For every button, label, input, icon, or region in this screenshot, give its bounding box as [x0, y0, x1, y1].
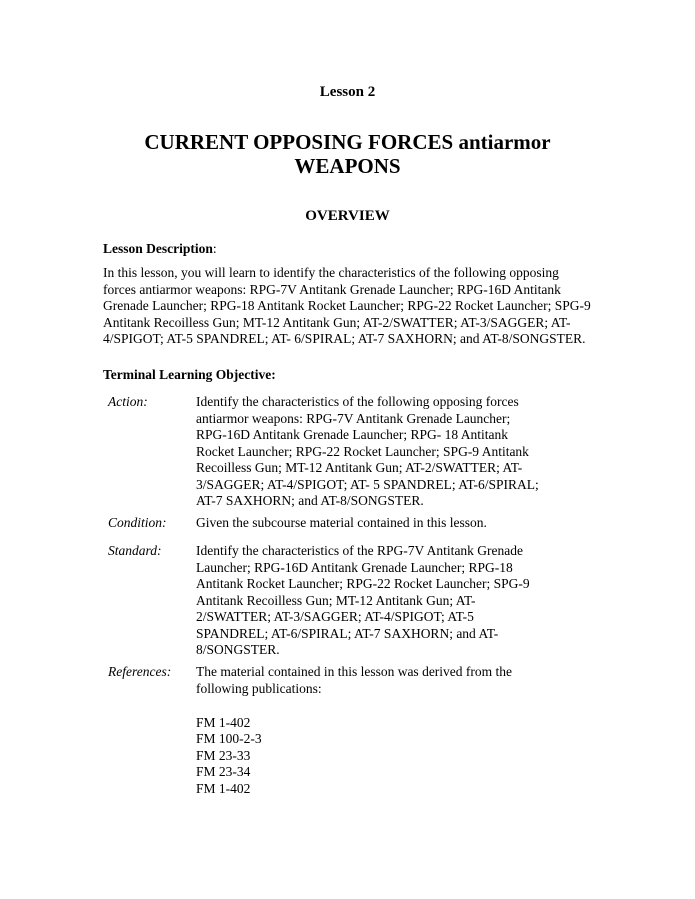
reference-item: FM 1-402 [196, 715, 251, 730]
condition-text: Given the subcourse material contained in this lesson. [196, 515, 487, 530]
lesson-description-label-text: Lesson Description [103, 241, 213, 256]
reference-item: FM 100-2-3 [196, 731, 262, 747]
action-text: Identify the characteristics of the following opposing forces antiarmor weapons: RPG-7V Antitank Grenade Launcher; RPG-16D Antitank Grenade Launcher; RPG- 18 Antitank Rocket Launcher; RPG-22 Rocket Launcher; SPG-9 Antitank Recoilless Gun; MT-12 Antitank Gun; AT-2/SWATTER; AT-3/SAGGER; AT-4/SPIGOT; AT- 5 SPANDREL; AT-6/SPIRAL; AT-7 SAXHORN; and AT-8/SONGSTER. [196, 394, 539, 508]
title-part1: CURRENT OPPOSING FORCES [144, 130, 454, 154]
references-label: References: [108, 664, 172, 679]
reference-item: FM 23-34 [196, 764, 251, 780]
lesson-description-text: In this lesson, you will learn to identify the characteristics of the following opposing forces antiarmor weapons: RPG-7V Antitank Grenade Launcher; RPG-16D Antitank Grenade Launcher; RPG-18 Antitank Rocket Launcher; RPG-22 Rocket Launcher; SPG-9 Antitank Recoilless Gun; MT-12 Antitank Gun; AT-2/SWATTER; AT-3/SAGGER; AT-4/SPIGOT; AT-5 SPANDREL; AT- 6/SPIRAL; AT-7 SAXHORN; and AT-8/SONGSTER. [103, 265, 591, 346]
title-part2: WEAPONS [294, 154, 401, 178]
lesson-description-label [103, 240, 217, 257]
tlo-heading: Terminal Learning Objective: [103, 367, 276, 382]
standard-text: Identify the characteristics of the RPG-7V Antitank Grenade Launcher; RPG-16D Antitank Grenade Launcher; RPG-18 Antitank Rocket Launcher; RPG-22 Rocket Launcher; SPG-9 Antitank Recoilless Gun; MT-12 Antitank Gun; AT-2/SWATTER; AT-3/SAGGER; AT-4/SPIGOT; AT-5 SPANDREL; AT-6/SPIRAL; AT-7 SAXHORN; and AT-8/SONGSTER. [196, 543, 530, 657]
page-title [100, 130, 595, 178]
lesson-description-colon: : [212, 241, 217, 256]
action-label: Action: [108, 394, 148, 409]
title-part1-lower: antiarmor [458, 130, 551, 154]
overview-heading: OVERVIEW [305, 208, 390, 224]
references-text: The material contained in this lesson was derived from the following publications: [196, 664, 513, 696]
reference-item: FM 23-33 [196, 747, 251, 763]
condition-label: Condition: [108, 515, 167, 530]
references-list [196, 715, 262, 797]
lesson-number: Lesson 2 [319, 84, 376, 100]
standard-label: Standard: [108, 543, 162, 558]
reference-item: FM 1-402 [196, 780, 251, 796]
